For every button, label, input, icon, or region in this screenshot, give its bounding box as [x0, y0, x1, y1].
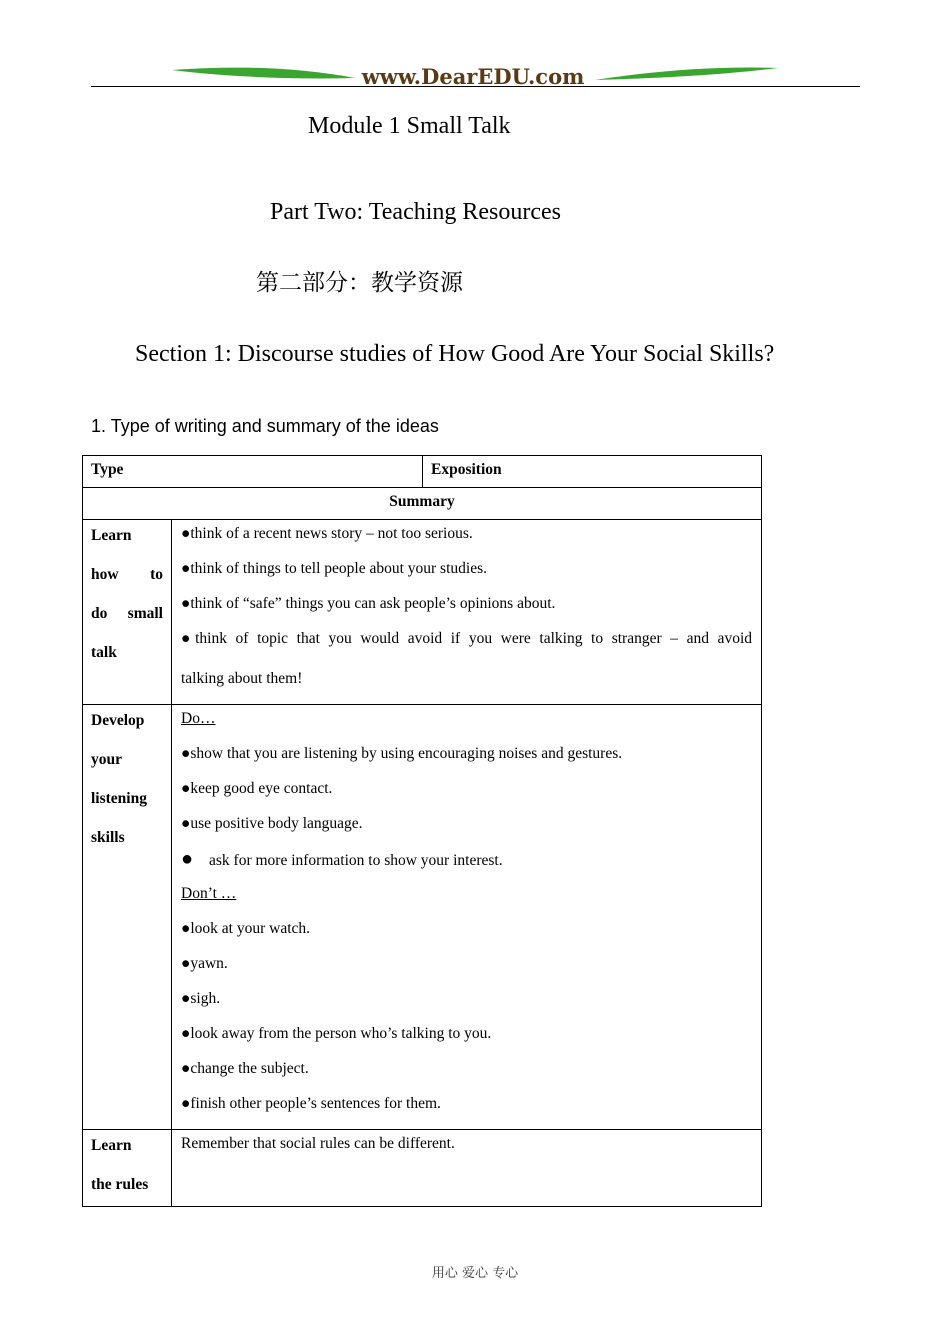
list-item: ●finish other people’s sentences for them. — [181, 1095, 441, 1112]
table-row — [83, 1130, 762, 1207]
list-item: ●look away from the person who’s talking to you. — [181, 1025, 492, 1042]
part-title-chinese: 第二部分：教学资源 — [256, 270, 463, 296]
list-item: ●think of “safe” things you can ask people’s opinions about. — [181, 595, 556, 612]
list-item: ●yawn. — [181, 955, 228, 972]
list-item: ●think of topic that you would avoid if you were talking to stranger – and avoid — [181, 630, 752, 647]
row-content-small-talk — [172, 520, 762, 704]
row-content-listening — [172, 705, 762, 1129]
summary-table — [82, 455, 762, 1207]
module-title: Module 1 Small Talk — [308, 113, 511, 139]
subsection-heading: 1. Type of writing and summary of the ideas — [91, 416, 439, 436]
page-footer: 用心 爱心 专心 — [431, 1266, 519, 1281]
list-item: ●change the subject. — [181, 1060, 309, 1077]
do-label: Do… — [181, 710, 216, 727]
dont-label: Don’t … — [181, 885, 237, 902]
summary-header-row — [83, 488, 762, 520]
list-item: ●think of a recent news story – not too serious. — [181, 525, 473, 542]
table-row — [83, 520, 762, 705]
list-item: ●keep good eye contact. — [181, 780, 333, 797]
logo-text: www.DearEDU.com — [361, 64, 585, 89]
type-label: Type — [83, 456, 423, 488]
list-item: ●look at your watch. — [181, 920, 311, 937]
part-title: Part Two: Teaching Resources — [270, 199, 562, 225]
row-label-listening: Develop your listening skills — [83, 705, 172, 1129]
list-item: ●show that you are listening by using encouraging noises and gestures. — [181, 745, 623, 762]
list-item: ●sigh. — [181, 990, 221, 1007]
bullet-icon: ● — [181, 848, 194, 870]
type-value: Exposition — [423, 456, 762, 488]
list-item: talking about them! — [181, 670, 303, 687]
section-title: Section 1: Discourse studies of How Good Are Your Social Skills? — [135, 341, 775, 367]
list-item: Remember that social rules can be different. — [181, 1135, 455, 1152]
type-row — [83, 456, 762, 488]
summary-label: Summary — [389, 493, 455, 510]
list-item: ●think of things to tell people about your studies. — [181, 560, 487, 577]
row-label-small-talk: Learn how to do small talk — [83, 520, 172, 704]
row-content-rules — [172, 1130, 762, 1206]
list-item: ●use positive body language. — [181, 815, 363, 832]
row-label-rules: Learn the rules — [83, 1130, 172, 1206]
table-row — [83, 705, 762, 1130]
list-item: ● ask for more information to show your interest. — [181, 848, 503, 870]
header-rule — [91, 86, 860, 87]
